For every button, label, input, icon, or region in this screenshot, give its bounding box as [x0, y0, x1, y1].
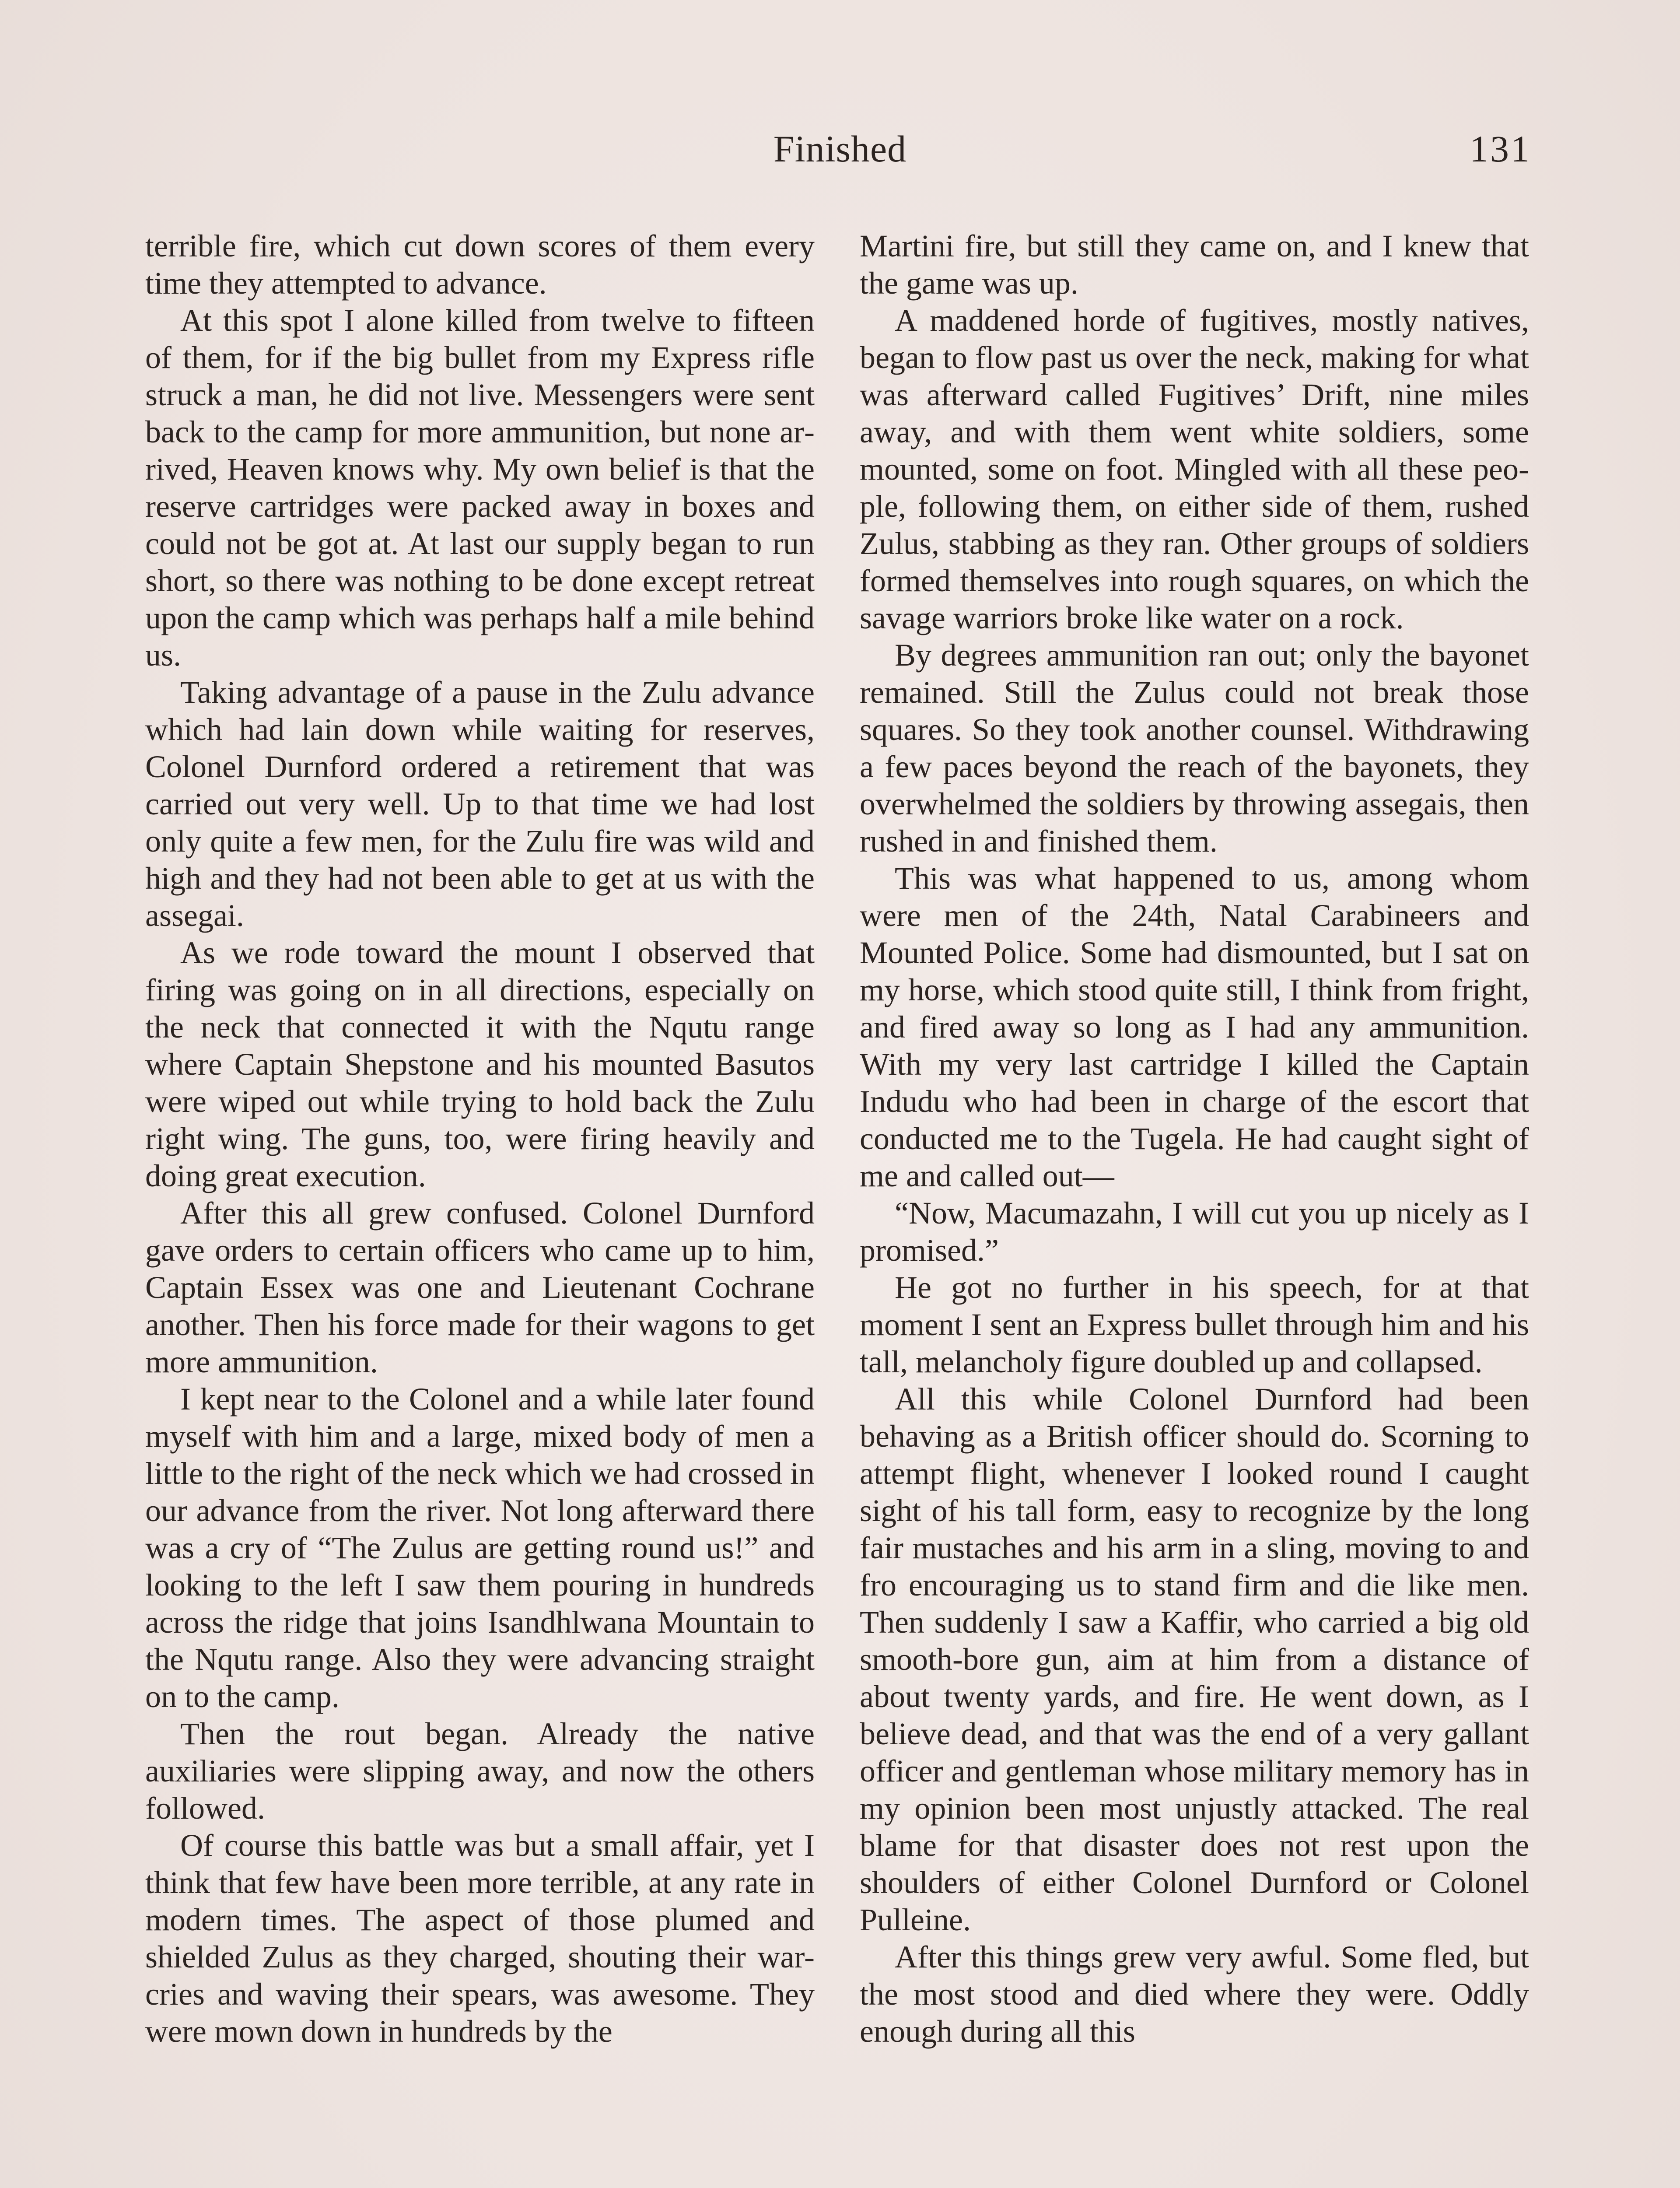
paragraph: Then the rout began. Already the native auxiliaries were slipping away, and now the others followed.	[145, 1716, 815, 1826]
page-number: 131	[1470, 128, 1531, 170]
left-column	[145, 228, 815, 2050]
paragraph: All this while Colonel Durnford had been behaving as a British officer should do. Scorning to attempt flight, whenever I looked round I caught sight of his tall form, easy to recognize by the long fair mustaches and his arm in a sling, moving to and fro encouraging us to stand firm and die like men. Then suddenly I saw a Kaffir, who carried a big old smooth-bore gun, aim at him from a distance of about twenty yards, and fire. He went down, as I believe dead, and that was the end of a very gallant officer and gentleman whose military memory has in my opinion been most unjustly attacked. The real blame for that disaster does not rest upon the shoulders of either Colonel Durnford or Colonel Pulleine.	[860, 1382, 1529, 1937]
paragraph: Martini fire, but still they came on, and I knew that the game was up.	[860, 228, 1529, 301]
paragraph: After this all grew confused. Colonel Durnford gave orders to certain officers who came up to him, Captain Essex was one and Lieutenant Cochrane another. Then his force made for their wagons to get more ammunition.	[145, 1196, 815, 1379]
paragraph: Taking advantage of a pause in the Zulu advance which had lain down while waiting for reserves, Colonel Durnford ordered a retirement that was carried out very well. Up to that time we had lost only quite a few men, for the Zulu fire was wild and high and they had not been able to get at us with the assegai.	[145, 675, 815, 933]
paragraph: By degrees ammunition ran out; only the bayonet remained. Still the Zulus could not break those squares. So they took another counsel. Withdrawing a few paces beyond the reach of the bayonets, they overwhelmed the soldiers by throwing assegais, then rushed in and finished them.	[860, 638, 1529, 859]
paragraph: terrible fire, which cut down scores of them every time they attempted to advance.	[145, 228, 815, 301]
paragraph: A maddened horde of fugitives, mostly natives, began to flow past us over the neck, making for what was afterward called Fugitives’ Drift, nine miles away, and with them went white soldiers, some mounted, some on foot. Mingled with all these people, following them, on either side of them, rushed Zulus, stabbing as they ran. Other groups of soldiers formed themselves into rough squares, on which the savage warriors broke like water on a rock.	[860, 303, 1529, 635]
paragraph: I kept near to the Colonel and a while later found myself with him and a large, mixed body of men a little to the right of the neck which we had crossed in our advance from the river. Not long afterward there was a cry of “The Zulus are getting round us!” and looking to the left I saw them pouring in hundreds across the ridge that joins Isandhlwana Mountain to the Nqutu range. Also they were advancing straight on to the camp.	[145, 1382, 815, 1714]
paragraph: After this things grew very awful. Some fled, but the most stood and died where they were. Oddly enough during all this	[860, 1939, 1529, 2049]
paragraph: At this spot I alone killed from twelve to fifteen of them, for if the big bullet from my Express rifle struck a man, he did not live. Messengers were sent back to the camp for more ammunition, but none arrived, Heaven knows why. My own belief is that the reserve cartridges were packed away in boxes and could not be got at. At last our supply began to run short, so there was nothing to be done except retreat upon the camp which was perhaps half a mile behind us.	[145, 303, 815, 673]
paragraph: He got no further in his speech, for at that moment I sent an Express bullet through him and his tall, melancholy figure doubled up and collapsed.	[860, 1270, 1529, 1379]
paragraph: “Now, Macumazahn, I will cut you up nicely as I promised.”	[860, 1196, 1529, 1268]
paragraph: As we rode toward the mount I observed that firing was going on in all directions, especially on the neck that connected it with the Nqutu range where Captain Shepstone and his mounted Basutos were wiped out while trying to hold back the Zulu right wing. The guns, too, were firing heavily and doing great execution.	[145, 935, 815, 1193]
paragraph: Of course this battle was but a small affair, yet I think that few have been more terrible, at any rate in modern times. The aspect of those plumed and shielded Zulus as they charged, shouting their war-cries and waving their spears, was awesome. They were mown down in hundreds by the	[145, 1828, 815, 2049]
paragraph: This was what happened to us, among whom were men of the 24th, Natal Carabineers and Mounted Police. Some had dismounted, but I sat on my horse, which stood quite still, I think from fright, and fired away so long as I had any ammunition. With my very last cartridge I killed the Captain Indudu who had been in charge of the escort that conducted me to the Tugela. He had caught sight of me and called out—	[860, 861, 1529, 1193]
running-title: Finished	[773, 128, 907, 170]
right-column	[860, 228, 1529, 2050]
